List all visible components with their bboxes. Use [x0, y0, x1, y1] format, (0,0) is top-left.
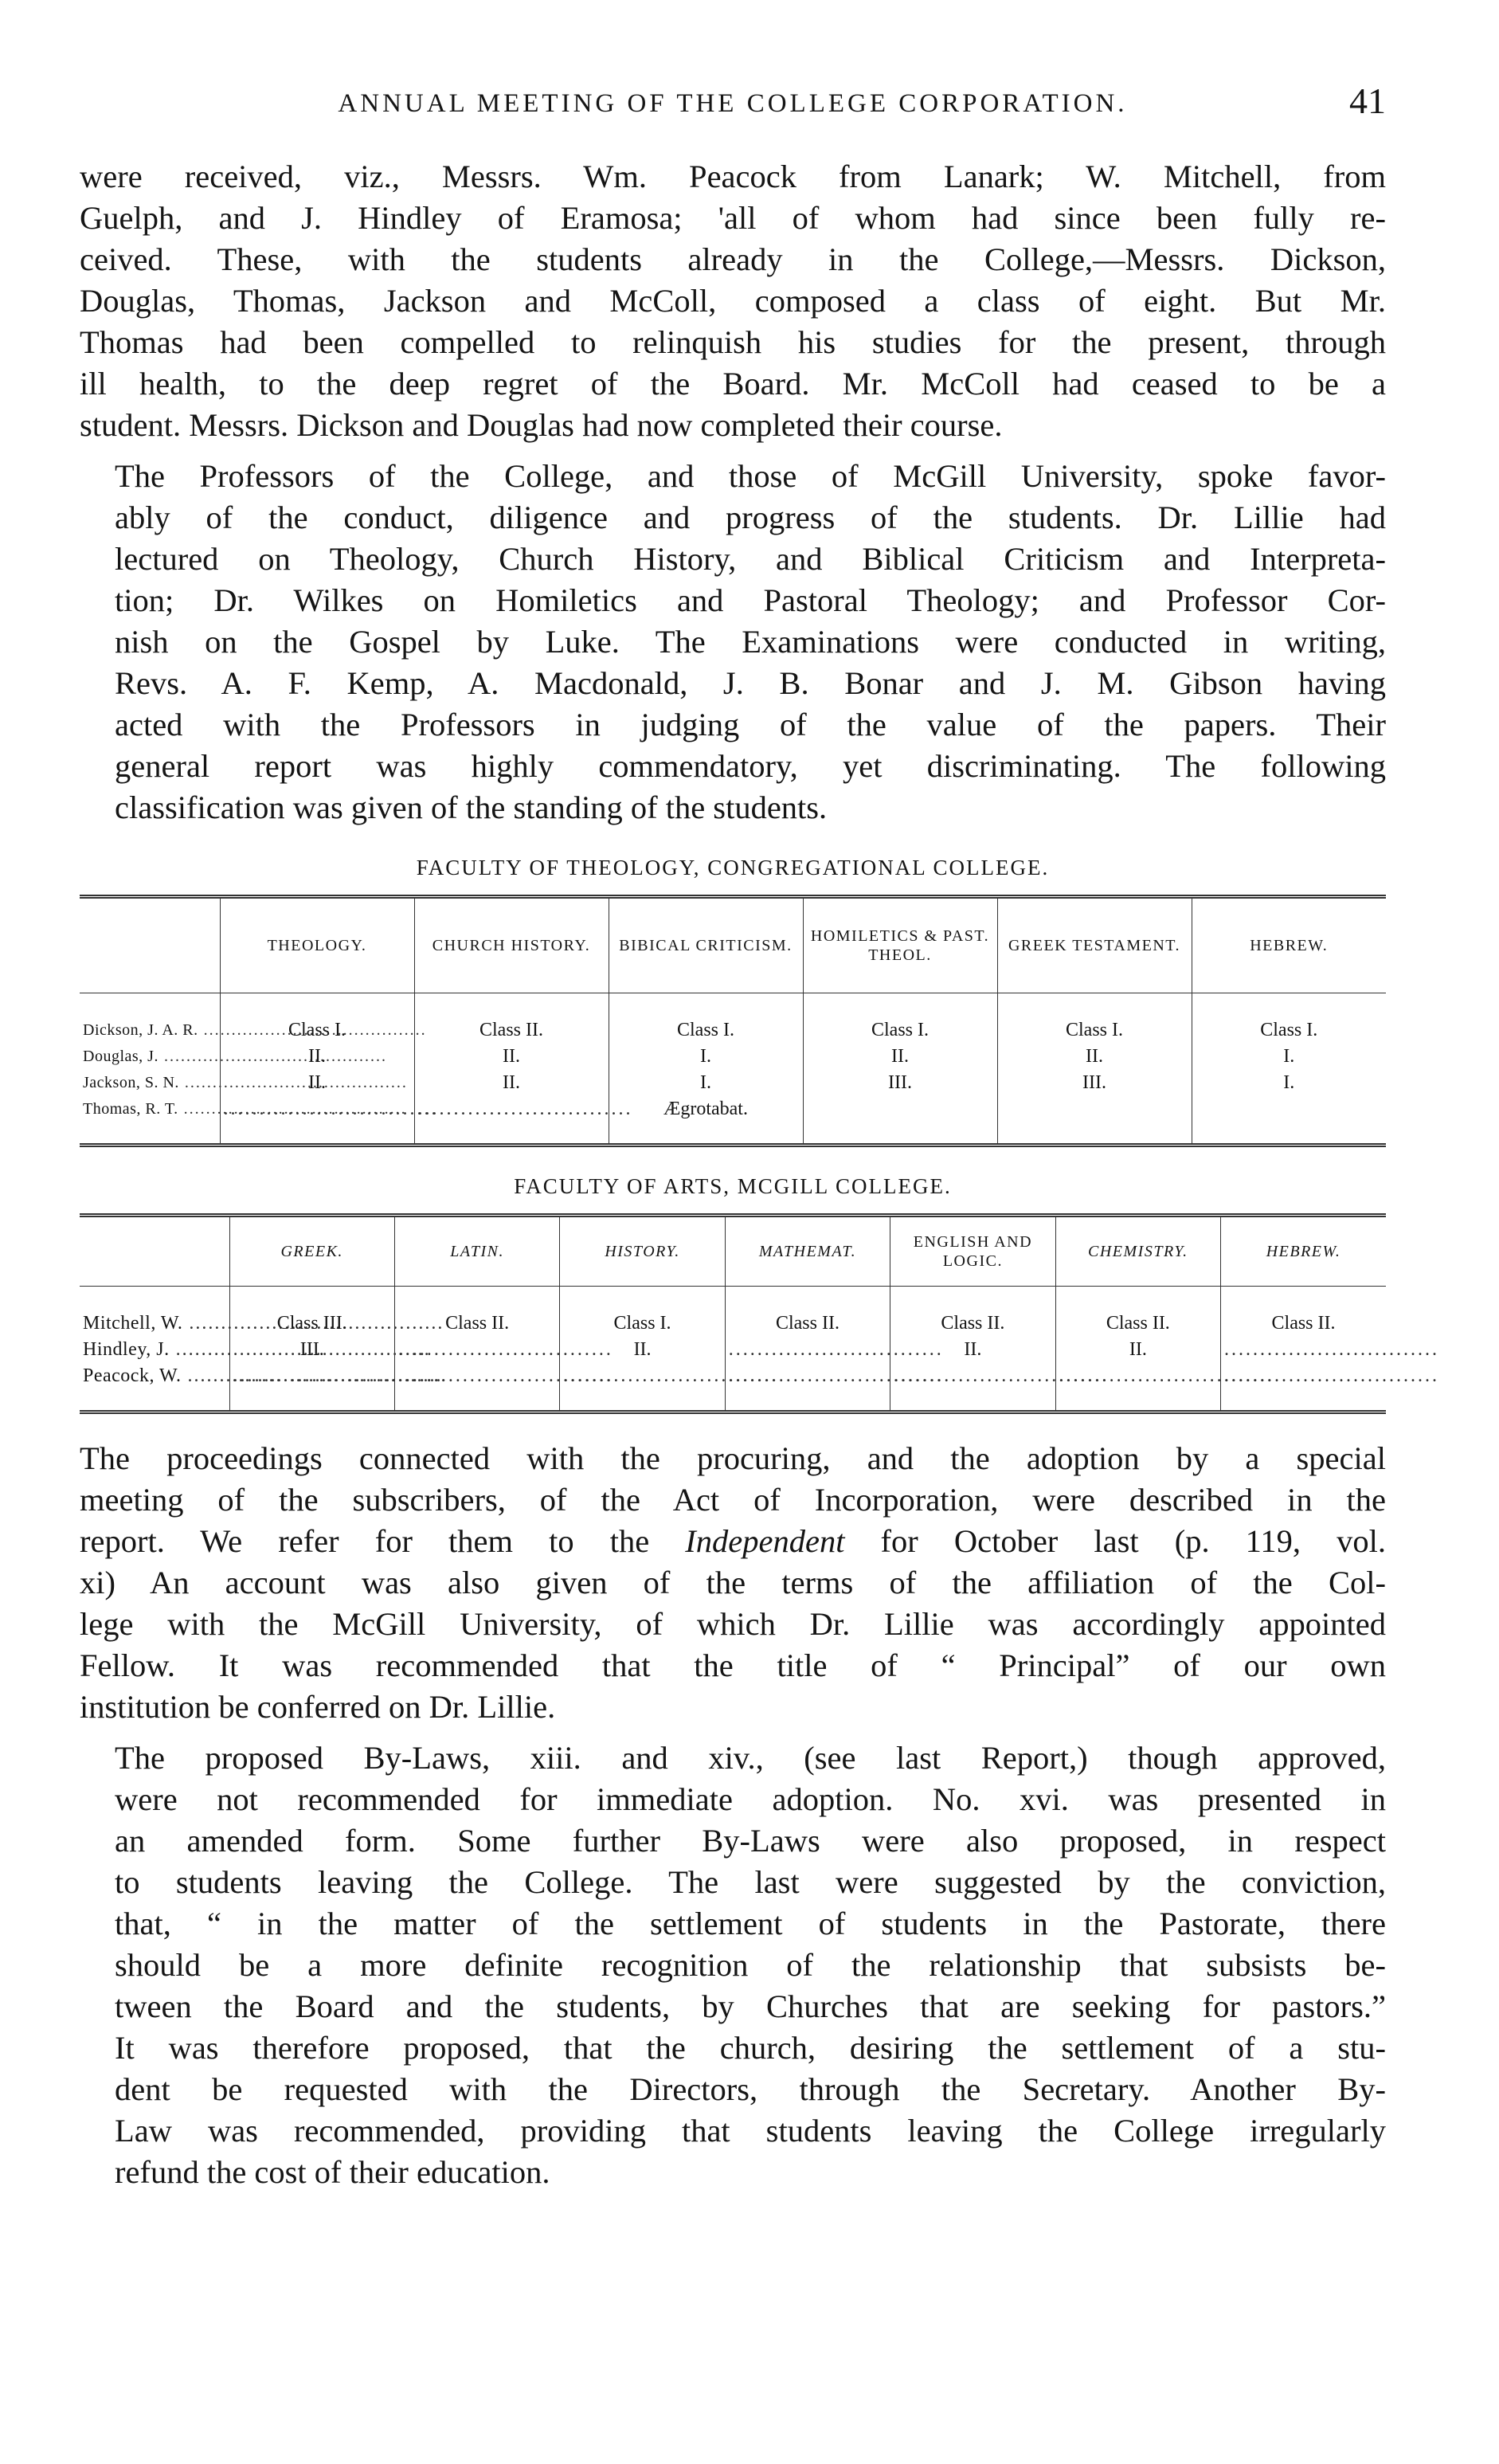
student-name: Thomas, R. T. .....: [80, 1096, 220, 1143]
table-header: THEOLOGY.: [220, 899, 414, 993]
text-line: institution be conferred on Dr. Lillie.: [80, 1689, 556, 1725]
table-header-name: [80, 899, 220, 993]
table-cell-empty: ..............................: [1055, 1363, 1220, 1410]
table-header: LATIN.: [394, 1217, 559, 1287]
table-cell-empty: ..............................: [890, 1363, 1055, 1410]
text-line: Douglas, Thomas, Jackson and McColl, composed a class of eight. But Mr.: [80, 283, 1386, 319]
table-cell: Class III.: [229, 1287, 394, 1338]
table-header: HISTORY.: [560, 1217, 725, 1287]
table-arts-caption: FACULTY OF ARTS, MCGILL COLLEGE.: [514, 1174, 952, 1198]
table-cell: II.: [890, 1337, 1055, 1363]
table-cell: II.: [560, 1337, 725, 1363]
text-line: meeting of the subscribers, of the Act of Incorporation, were described in the: [80, 1482, 1386, 1518]
table-header: GREEK.: [229, 1217, 394, 1287]
table-cell-empty: ..............................: [725, 1337, 890, 1363]
text-line: [80, 1521, 1386, 1562]
table-cell: Class II.: [725, 1287, 890, 1338]
student-name: Douglas, J. .....: [80, 1044, 220, 1070]
text-line: to students leaving the College. The last were suggested by the conviction,: [115, 1864, 1386, 1900]
table-cell-empty: [803, 1096, 997, 1143]
table-header-name: [80, 1217, 229, 1287]
text-span: for October last (p. 119, vol.: [844, 1523, 1387, 1559]
text-line: The proceedings connected with the procuring, and the adoption by a special: [80, 1440, 1386, 1476]
table-cell: Class I.: [560, 1287, 725, 1338]
table-cell: II.: [414, 1070, 609, 1096]
text-line: It was therefore proposed, that the church, desiring the settlement of a stu-: [115, 2030, 1386, 2066]
table-cell: III.: [803, 1070, 997, 1096]
text-line: were received, viz., Messrs. Wm. Peacock from Lanark; W. Mitchell, from: [80, 159, 1386, 194]
text-line: nish on the Gospel by Luke. The Examinations were conducted in writing,: [115, 624, 1386, 660]
table-cell-empty: ..............................: [560, 1363, 725, 1410]
table-cell: III.: [229, 1337, 394, 1363]
table-cell: Class I.: [1192, 993, 1386, 1044]
table-row: [80, 1070, 1386, 1096]
text-line: were not recommended for immediate adoption. No. xvi. was presented in: [115, 1781, 1386, 1817]
table-cell: Class II.: [1055, 1287, 1220, 1338]
table-cell: I.: [609, 1070, 803, 1096]
table-cell: II.: [220, 1044, 414, 1070]
table-cell: I.: [1192, 1044, 1386, 1070]
table-cell: II.: [997, 1044, 1192, 1070]
table-cell: II.: [1055, 1337, 1220, 1363]
text-line: xi) An account was also given of the terms of the affiliation of the Col-: [80, 1565, 1386, 1600]
table-theology: [80, 895, 1386, 1147]
table-header: GREEK TESTAMENT.: [997, 899, 1192, 993]
text-line: lege with the McGill University, of which Dr. Lillie was accordingly appointed: [80, 1606, 1386, 1642]
table-cell: Ægrotabat.: [609, 1096, 803, 1143]
book-page: [80, 80, 1440, 2193]
table-cell: III.: [997, 1070, 1192, 1096]
text-line: Guelph, and J. Hindley of Eramosa; 'all of whom had since been fully re-: [80, 200, 1386, 236]
paragraph-students-received: [80, 156, 1386, 446]
running-head: [80, 80, 1386, 139]
table-row: [80, 1096, 1386, 1143]
student-name: Mitchell, W. .....: [80, 1287, 229, 1338]
table-header: BIBICAL CRITICISM.: [609, 899, 803, 993]
text-line: dent be requested with the Directors, through the Secretary. Another By-: [115, 2071, 1386, 2107]
paragraph-act-of-incorporation: [80, 1438, 1386, 1728]
student-name: Hindley, J. .....: [80, 1337, 229, 1363]
table-cell-empty: ..............................: [229, 1363, 394, 1410]
table-header: HOMILETICS & PAST. THEOL.: [803, 899, 997, 993]
text-line: general report was highly commendatory, yet discriminating. The following: [115, 748, 1386, 784]
table-cell: Class I.: [609, 993, 803, 1044]
table-cell-empty: ..............................: [414, 1096, 609, 1143]
table-row: [80, 1287, 1386, 1338]
text-line: The proposed By-Laws, xiii. and xiv., (see last Report,) though approved,: [115, 1740, 1386, 1776]
student-name: Peacock, W. .....: [80, 1363, 229, 1410]
table-cell-empty: ..............................: [1221, 1363, 1386, 1410]
text-line: ably of the conduct, diligence and progress of the students. Dr. Lillie had: [115, 499, 1386, 535]
text-line: classification was given of the standing of the students.: [115, 789, 828, 825]
table-header: HEBREW.: [1192, 899, 1386, 993]
table-row: [80, 1363, 1386, 1410]
table-arts: [80, 1213, 1440, 1414]
table-cell: I.: [609, 1044, 803, 1070]
table-row: [80, 1337, 1386, 1363]
text-line: Law was recommended, providing that students leaving the College irregularly: [115, 2113, 1386, 2149]
table-cell: II.: [414, 1044, 609, 1070]
table-cell-empty: ..............................: [394, 1337, 559, 1363]
table-header: MATHEMAT.: [725, 1217, 890, 1287]
paragraph-by-laws: [80, 1737, 1386, 2193]
table-cell: Class II.: [394, 1287, 559, 1338]
text-line: Thomas had been compelled to relinquish his studies for the present, through: [80, 324, 1386, 360]
text-line: Revs. A. F. Kemp, A. Macdonald, J. B. Bonar and J. M. Gibson having: [115, 665, 1386, 701]
text-line: ill health, to the deep regret of the Board. Mr. McColl had ceased to be a: [80, 366, 1386, 402]
table-cell-empty: ..............................: [1221, 1337, 1386, 1363]
table-cell: II.: [220, 1070, 414, 1096]
running-title: ANNUAL MEETING OF THE COLLEGE CORPORATION.: [338, 89, 1128, 118]
text-line: acted with the Professors in judging of the value of the papers. Their: [115, 707, 1386, 742]
text-line: an amended form. Some further By-Laws were also proposed, in respect: [115, 1823, 1386, 1859]
text-line: that, “ in the matter of the settlement of students in the Pastorate, there: [115, 1906, 1386, 1941]
text-line: The Professors of the College, and those of McGill University, spoke favor-: [115, 458, 1386, 494]
table-cell: II.: [803, 1044, 997, 1070]
table-cell: Class I.: [997, 993, 1192, 1044]
table-cell-empty: ..............................: [220, 1096, 414, 1143]
table-cell-empty: ..............................: [725, 1363, 890, 1410]
text-line: Fellow. It was recommended that the title of “ Principal” of our own: [80, 1647, 1386, 1683]
student-name: Jackson, S. N. .....: [80, 1070, 220, 1096]
table-header: HEBREW.: [1221, 1217, 1386, 1287]
paragraph-professors-report: [80, 456, 1386, 829]
table-row: [80, 1044, 1386, 1070]
table-cell-empty: [1192, 1096, 1386, 1143]
text-line: should be a more definite recognition of the relationship that subsists be-: [115, 1947, 1386, 1983]
publication-title: Independent: [685, 1523, 845, 1559]
table-cell-empty: [997, 1096, 1192, 1143]
text-line: ceived. These, with the students already in the College,—Messrs. Dickson,: [80, 241, 1386, 277]
table-cell: Class II.: [890, 1287, 1055, 1338]
table-cell: Class I.: [803, 993, 997, 1044]
table-cell-empty: ..............................: [394, 1363, 559, 1410]
student-name: Dickson, J. A. R. .....: [80, 993, 220, 1044]
page-number: 41: [1349, 80, 1386, 121]
table-cell: Class II.: [1221, 1287, 1386, 1338]
table-header: CHEMISTRY.: [1055, 1217, 1220, 1287]
text-span: report. We refer for them to the: [80, 1523, 686, 1559]
table-cell: Class II.: [414, 993, 609, 1044]
table-header: CHURCH HISTORY.: [414, 899, 609, 993]
table-cell: Class I.: [220, 993, 414, 1044]
text-line: student. Messrs. Dickson and Douglas had now completed their course.: [80, 407, 1003, 443]
table-cell: I.: [1192, 1070, 1386, 1096]
text-line: tion; Dr. Wilkes on Homiletics and Pastoral Theology; and Professor Cor-: [115, 582, 1386, 618]
table-theology-caption: FACULTY OF THEOLOGY, CONGREGATIONAL COLLEGE.: [416, 856, 1050, 879]
text-line: lectured on Theology, Church History, and Biblical Criticism and Interpreta-: [115, 541, 1386, 577]
table-row: [80, 993, 1386, 1044]
text-line: refund the cost of their education.: [115, 2154, 550, 2190]
text-line: tween the Board and the students, by Churches that are seeking for pastors.”: [115, 1988, 1386, 2024]
table-header: ENGLISH AND LOGIC.: [890, 1217, 1055, 1287]
